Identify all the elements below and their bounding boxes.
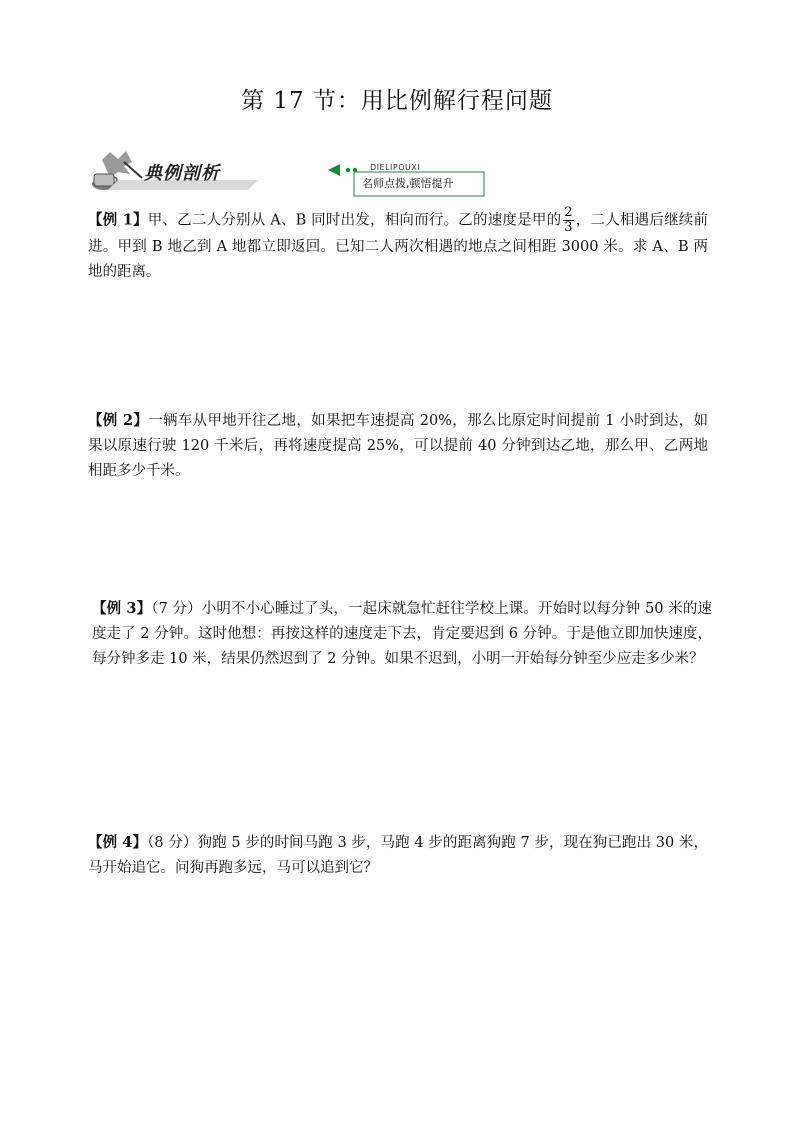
banner-subtitle-en: DIELIPOUXI (370, 163, 421, 172)
example-text: （7 分）小明不小心睡过了头，一起床就急忙赶往学校上课。开始时以每分钟 50 米的速度走了 2 分钟。这时他想：再按这样的速度走下去，肯定要迟到 6 分钟。于是他立即加快速度，每分钟多走 10 米，结果仍然迟到了 2 分钟。如果不迟到，小明一开始每分钟至少应走多少米？ (92, 601, 712, 667)
banner-label: 典例剖析 (144, 163, 220, 184)
example-label: 【例 2】 (88, 412, 149, 429)
fraction (563, 206, 573, 235)
example-2 (88, 408, 708, 484)
example-text: 甲、乙二人分别从 A、B 同时出发，相向而行。乙的速度是甲的 (147, 212, 562, 229)
example-label: 【例 1】 (88, 211, 148, 229)
banner-subtitle-cn: 名师点拨,顿悟提升 (362, 177, 454, 190)
fraction-numerator: 2 (564, 205, 573, 220)
example-label: 【例 4】 (88, 834, 148, 851)
section-banner (88, 150, 488, 198)
example-3 (92, 596, 712, 672)
example-text: （8 分）狗跑 5 步的时间马跑 3 步，马跑 4 步的距离狗跑 7 步，现在狗已跑出 30 米，马开始追它。问狗再跑多远，马可以追到它？ (88, 835, 708, 876)
fraction-denominator: 3 (564, 220, 573, 235)
page-title: 第 17 节：用比例解行程问题 (241, 88, 553, 114)
example-4 (88, 830, 708, 881)
example-label: 【例 3】 (92, 600, 152, 617)
example-text: 一辆车从甲地开往乙地，如果把车速提高 20%，那么比原定时间提前 1 小时到达，如果以原速行驶 120 千米后，再将速度提高 25%，可以提前 40 分钟到达乙地，那么甲、乙两地相距多少千米。 (88, 413, 709, 479)
example-1 (88, 206, 708, 285)
example-text: ，二人相遇后继续前进。甲到 B 地乙到 A 地都立即返回。已知二人两次相遇的地点之间相距 3000 米。求 A、B 两地的距离。 (88, 212, 709, 280)
